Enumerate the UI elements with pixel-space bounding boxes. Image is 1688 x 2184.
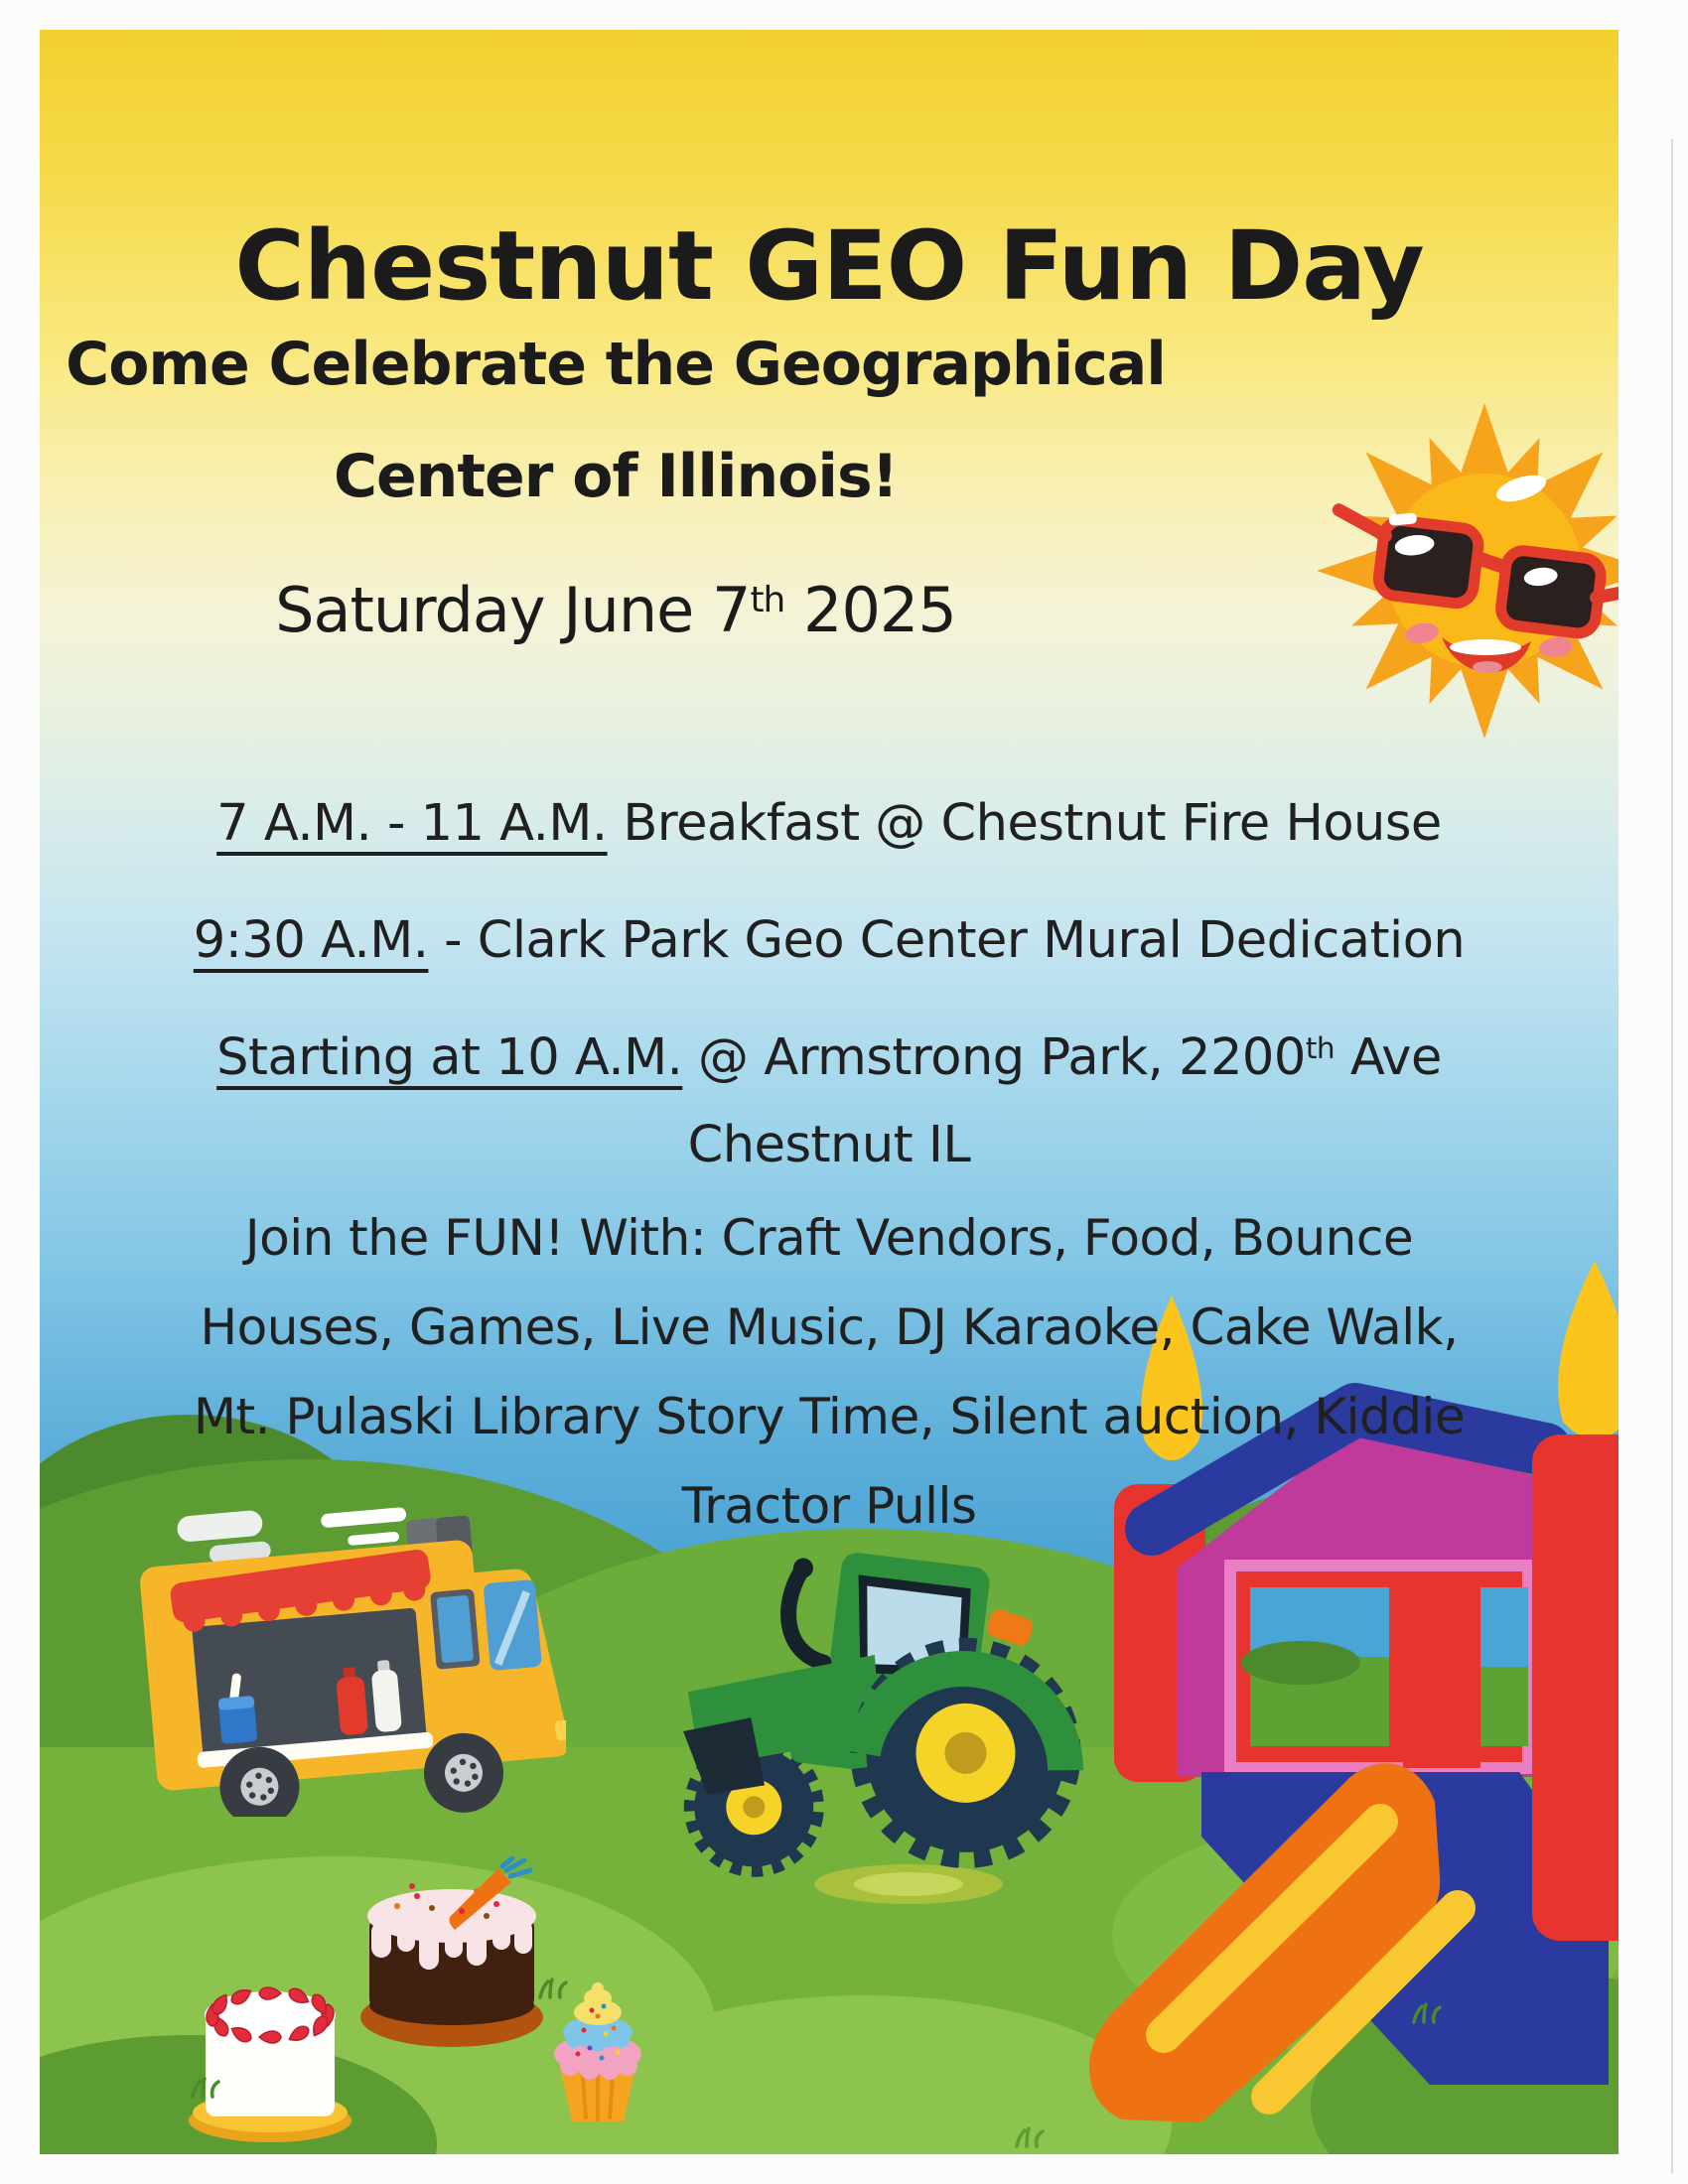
schedule-item-mural-dedication: 9:30 A.M. - Clark Park Geo Center Mural Dedication <box>193 911 1466 970</box>
activities-line2: Houses, Games, Live Music, DJ Karaoke, Cake Walk, <box>200 1298 1459 1356</box>
bounce-house-icon <box>1053 1241 1618 2154</box>
grass-tuft-icon <box>189 2075 224 2099</box>
schedule-item-armstrong-park: Starting at 10 A.M. @ Armstrong Park, 2200th Ave <box>216 1028 1442 1087</box>
food-truck-icon <box>119 1489 566 1817</box>
grass-tuft-icon <box>536 1976 572 1999</box>
scanner-edge-line <box>1671 139 1673 2174</box>
event-subtitle-line1: Come Celebrate the Geographical <box>66 330 1166 399</box>
schedule-item-breakfast: 7 A.M. - 11 A.M. Breakfast @ Chestnut Fire House <box>216 794 1442 853</box>
grass-tuft-icon <box>1013 2124 1049 2148</box>
strawberry-cake-icon <box>184 1946 357 2144</box>
event-date: Saturday June 7th 2025 <box>275 574 956 646</box>
schedule-item-location-line2: Chestnut IL <box>687 1116 971 1174</box>
event-title: Chestnut GEO Fun Day <box>234 210 1424 323</box>
carrot-cake-icon <box>357 1856 546 2055</box>
activities-line4: Tractor Pulls <box>681 1477 977 1535</box>
flyer-page <box>40 30 1618 2154</box>
sun-with-sunglasses-icon <box>1311 397 1618 745</box>
activities-line3: Mt. Pulaski Library Story Time, Silent auction, Kiddie <box>193 1388 1466 1445</box>
event-subtitle-line2: Center of Illinois! <box>333 442 899 511</box>
activities-line1: Join the FUN! With: Craft Vendors, Food, Bounce <box>244 1209 1414 1267</box>
grass-tuft-icon <box>1410 2000 1446 2024</box>
tractor-icon <box>655 1499 1102 1906</box>
